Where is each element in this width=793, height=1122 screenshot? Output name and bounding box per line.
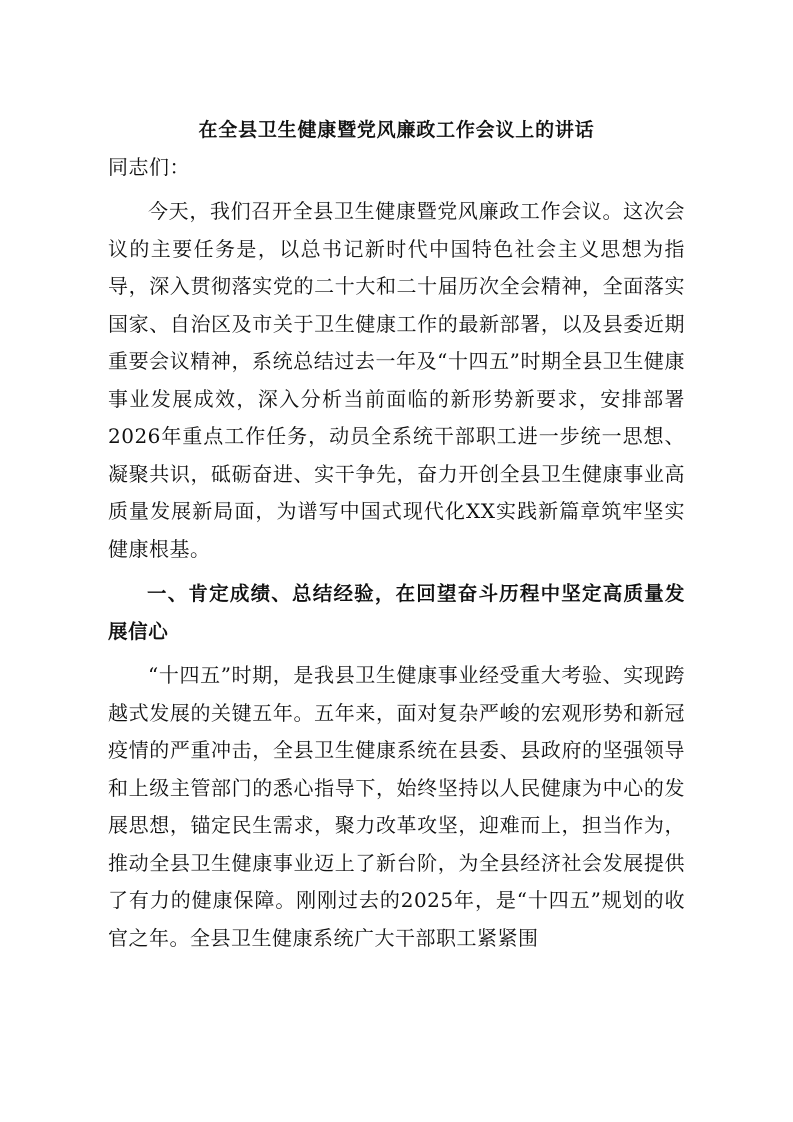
spacer xyxy=(108,650,685,657)
salutation: 同志们： xyxy=(108,155,190,179)
document-body xyxy=(108,112,685,957)
spacer xyxy=(108,186,685,193)
section-1-paragraph: “十四五”时期，是我县卫生健康事业经受重大考验、实现跨越式发展的关键五年。五年来，面对复杂严峻的宏观形势和新冠疫情的严重冲击，全县卫生健康系统在县委、县政府的坚强领导和上级主管部门的悉心指导下，始终坚持以人民健康为中心的发展思想，锚定民生需求，聚力改革攻坚，迎难而上，担当作为，推动全县卫生健康事业迈上了新台阶，为全县经济社会发展提供了有力的健康保障。刚刚过去的2025年，是“十四五”规划的收官之年。全县卫生健康系统广大干部职工紧紧围 xyxy=(108,663,685,950)
spacer xyxy=(108,568,685,575)
section-1-heading: 一、肯定成绩、总结经验，在回望奋斗历程中坚定高质量发展信心 xyxy=(108,582,685,643)
intro-paragraph: 今天，我们召开全县卫生健康暨党风廉政工作会议。这次会议的主要任务是，以总书记新时代中国特色社会主义思想为指导，深入贯彻落实党的二十大和二十届历次全会精神，全面落实国家、自治区及市关于卫生健康工作的最新部署，以及县委近期重要会议精神，系统总结过去一年及“十四五”时期全县卫生健康事业发展成效，深入分析当前面临的新形势新要求，安排部署2026年重点工作任务，动员全系统干部职工进一步统一思想、凝聚共识，砥砺奋进、实干争先，奋力开创全县卫生健康事业高质量发展新局面，为谱写中国式现代化XX实践新篇章筑牢坚实健康根基。 xyxy=(108,199,685,561)
document-title: 在全县卫生健康暨党风廉政工作会议上的讲话 xyxy=(198,119,595,141)
